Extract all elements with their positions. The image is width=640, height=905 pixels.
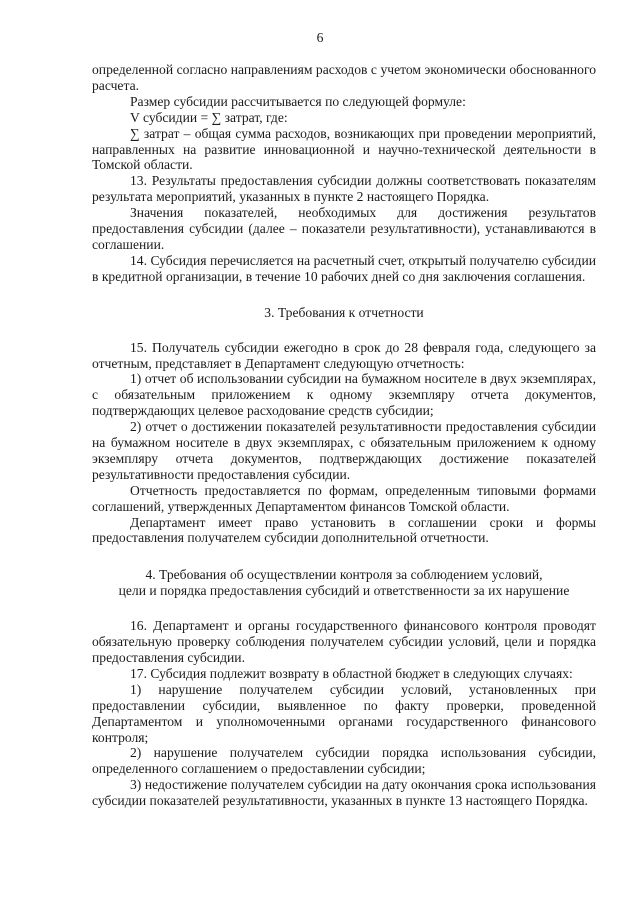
paragraph-report-forms: Отчетность предоставляется по формам, определенным типовыми формами соглашений, утвержденных Департаментом финансов Томской области.: [92, 482, 596, 514]
section-4-heading-line-2: цели и порядка предоставления субсидий и ответственности за их нарушение: [118, 583, 570, 599]
paragraph-13: 13. Результаты предоставления субсидии должны соответствовать показателям результата мероприятий, указанных в пункте 2 настоящего Порядка.: [92, 173, 596, 205]
paragraph-department-rights: Департамент имеет право установить в соглашении сроки и формы предоставления получателем субсидии дополнительной отчетности.: [92, 514, 596, 546]
list-item-17-1: 1) нарушение получателем субсидии условий, установленных при предоставлении субсидии, выявленное по факту проверки, проведенной Департаментом и уполномоченными органами государственного финансового контроля;: [92, 681, 596, 745]
list-item-15-1: 1) отчет об использовании субсидии на бумажном носителе в двух экземплярах, с обязательным приложением к одному экземпляру отчета документов, подтверждающих целевое расходование средств субсидии;: [92, 371, 596, 419]
paragraph-formula-definition: ∑ затрат – общая сумма расходов, возникающих при проведении мероприятий, направленных на развитие инновационной и научно-технической деятельности в Томской области.: [92, 125, 596, 173]
section-3-heading: 3. Требования к отчетности: [264, 304, 424, 320]
paragraph-continuation: определенной согласно направлениям расходов с учетом экономически обоснованного расчета.: [92, 62, 596, 93]
section-4-heading: [92, 567, 596, 599]
document-body: [92, 62, 596, 809]
paragraph-indicator-values: Значения показателей, необходимых для достижения результатов предоставления субсидии (далее – показатели результативности), устанавливаются в соглашении.: [92, 205, 596, 252]
paragraph-16: 16. Департамент и органы государственного финансового контроля проводят обязательную проверку соблюдения получателем субсидии условий, цели и порядка предоставления субсидии.: [92, 618, 596, 665]
section-4-heading-line-1: 4. Требования об осуществлении контроля за соблюдением условий,: [145, 567, 543, 583]
paragraph-formula-intro: Размер субсидии рассчитывается по следующей формуле:: [130, 93, 466, 109]
list-item-17-2: 2) нарушение получателем субсидии порядка использования субсидии, определенного соглашением о предоставлении субсидии;: [92, 745, 596, 777]
paragraph-15: 15. Получатель субсидии ежегодно в срок до 28 февраля года, следующего за отчетным, представляет в Департамент следующую отчетность:: [92, 339, 596, 371]
paragraph-17: 17. Субсидия подлежит возврату в областной бюджет в следующих случаях:: [130, 665, 573, 681]
paragraph-14: 14. Субсидия перечисляется на расчетный счет, открытый получателю субсидии в кредитной организации, в течение 10 рабочих дней со дня заключения соглашения.: [92, 252, 596, 284]
list-item-17-3: 3) недостижение получателем субсидии на дату окончания срока использования субсидии показателей результативности, указанных в пункте 13 настоящего Порядка.: [92, 777, 596, 809]
paragraph-formula: V субсидии = ∑ затрат, где:: [130, 109, 288, 125]
page-number: 6: [316, 30, 324, 45]
list-item-15-2: 2) отчет о достижении показателей результативности предоставления субсидии на бумажном носителе в двух экземплярах, с обязательным приложением к одному экземпляру отчета документов, подтверждающих достижение показателей результативности предоставления субсидии.: [92, 419, 596, 482]
